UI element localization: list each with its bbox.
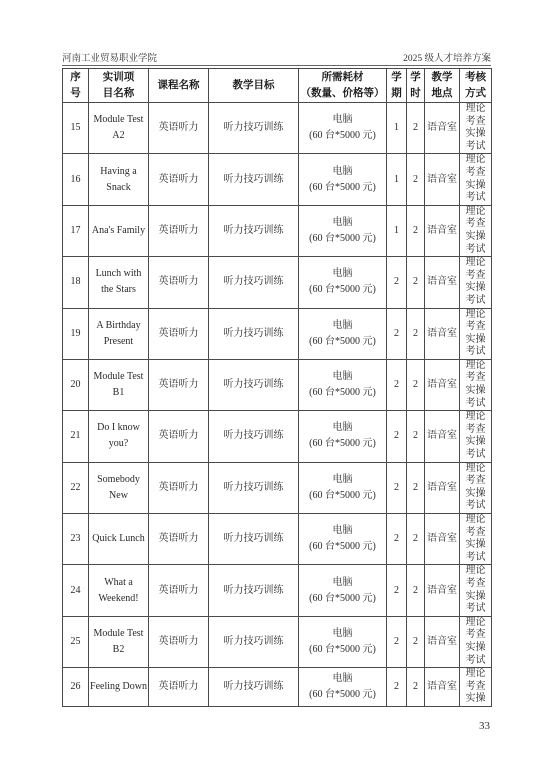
assessment-line: 考查	[465, 269, 486, 281]
materials-line: (60 台*5000 元)	[309, 335, 376, 347]
assessment-line: 考试	[465, 397, 486, 409]
cell-hours: 2	[407, 359, 425, 410]
cell-assessment	[460, 308, 492, 359]
cell-teaching-goal: 听力技巧训练	[209, 308, 299, 359]
project-name-line: Snack	[106, 181, 131, 193]
cell-assessment	[460, 514, 492, 565]
cell-assessment	[460, 616, 492, 667]
cell-course-name: 英语听力	[149, 565, 209, 616]
project-name-line: Present	[103, 335, 134, 347]
cell-materials	[299, 308, 387, 359]
table-row	[63, 668, 492, 707]
materials-line: (60 台*5000 元)	[309, 284, 376, 296]
cell-no: 22	[63, 462, 89, 513]
assessment-line: 实操	[465, 436, 486, 448]
header-project-name	[89, 69, 149, 103]
cell-no: 24	[63, 565, 89, 616]
cell-materials	[299, 411, 387, 462]
cell-location: 语音室	[425, 257, 460, 308]
cell-course-name: 英语听力	[149, 308, 209, 359]
project-name-line: Ana's Family	[91, 224, 146, 236]
cell-materials	[299, 514, 387, 565]
cell-materials	[299, 565, 387, 616]
assessment-line: 考查	[465, 218, 486, 230]
cell-teaching-goal: 听力技巧训练	[209, 514, 299, 565]
cell-course-name: 英语听力	[149, 154, 209, 205]
cell-teaching-goal: 听力技巧训练	[209, 565, 299, 616]
header-line: 方式	[465, 87, 486, 99]
project-name-line: B2	[112, 643, 125, 655]
materials-line: (60 台*5000 元)	[309, 689, 376, 701]
table-row	[63, 462, 492, 513]
cell-location: 语音室	[425, 462, 460, 513]
cell-term: 2	[387, 411, 407, 462]
cell-course-name: 英语听力	[149, 205, 209, 256]
cell-term: 2	[387, 565, 407, 616]
cell-teaching-goal: 听力技巧训练	[209, 154, 299, 205]
document-title: 2025 级人才培养方案	[403, 54, 491, 64]
project-name-line: Weekend!	[98, 592, 139, 604]
table-row	[63, 154, 492, 205]
cell-location: 语音室	[425, 411, 460, 462]
cell-course-name: 英语听力	[149, 359, 209, 410]
assessment-line: 实操	[465, 128, 486, 140]
cell-hours: 2	[407, 257, 425, 308]
school-name: 河南工业贸易职业学院	[62, 54, 158, 64]
cell-hours: 2	[407, 103, 425, 154]
header-term	[387, 69, 407, 103]
assessment-line: 考试	[465, 192, 486, 204]
cell-materials	[299, 668, 387, 707]
cell-assessment	[460, 565, 492, 616]
cell-term: 2	[387, 616, 407, 667]
cell-assessment	[460, 359, 492, 410]
header-teaching-goal	[209, 69, 299, 103]
assessment-line: 考试	[465, 500, 486, 512]
cell-location: 语音室	[425, 308, 460, 359]
cell-hours: 2	[407, 616, 425, 667]
cell-hours: 2	[407, 668, 425, 707]
assessment-line: 考查	[465, 321, 486, 333]
cell-teaching-goal: 听力技巧训练	[209, 668, 299, 707]
cell-term: 2	[387, 257, 407, 308]
cell-hours: 2	[407, 462, 425, 513]
cell-no: 26	[63, 668, 89, 707]
assessment-line: 理论	[465, 154, 486, 166]
cell-no: 15	[63, 103, 89, 154]
header-course-name	[149, 69, 209, 103]
cell-hours: 2	[407, 308, 425, 359]
cell-location: 语音室	[425, 103, 460, 154]
assessment-line: 实操	[465, 333, 486, 345]
materials-line: 电脑	[332, 473, 353, 485]
cell-term: 2	[387, 308, 407, 359]
assessment-line: 实操	[465, 179, 486, 191]
assessment-line: 理论	[465, 462, 486, 474]
materials-line: (60 台*5000 元)	[309, 438, 376, 450]
assessment-line: 考试	[465, 140, 486, 152]
project-name-line: Module Test	[93, 627, 144, 639]
cell-term: 1	[387, 205, 407, 256]
header-line: 地点	[431, 87, 453, 99]
cell-project-name	[89, 565, 149, 616]
assessment-line: 理论	[465, 205, 486, 217]
cell-project-name	[89, 359, 149, 410]
cell-assessment	[460, 668, 492, 707]
materials-line: 电脑	[332, 525, 353, 537]
materials-line: (60 台*5000 元)	[309, 643, 376, 655]
cell-materials	[299, 154, 387, 205]
assessment-line: 实操	[465, 230, 486, 242]
table-row	[63, 205, 492, 256]
table-row	[63, 359, 492, 410]
assessment-line: 考查	[465, 166, 486, 178]
cell-term: 1	[387, 154, 407, 205]
header-assessment	[460, 69, 492, 103]
project-name-line: Quick Lunch	[92, 533, 145, 545]
assessment-line: 考试	[465, 551, 486, 563]
cell-term: 1	[387, 103, 407, 154]
materials-line: (60 台*5000 元)	[309, 592, 376, 604]
assessment-line: 实操	[465, 487, 486, 499]
cell-course-name: 英语听力	[149, 616, 209, 667]
project-name-line: A2	[112, 130, 125, 142]
cell-project-name	[89, 308, 149, 359]
header-line: 教学目标	[232, 79, 275, 91]
assessment-line: 考试	[465, 654, 486, 666]
table-row	[63, 308, 492, 359]
cell-project-name	[89, 616, 149, 667]
cell-assessment	[460, 411, 492, 462]
cell-location: 语音室	[425, 205, 460, 256]
cell-term: 2	[387, 514, 407, 565]
cell-no: 25	[63, 616, 89, 667]
project-name-line: you?	[108, 438, 129, 450]
header-hours	[407, 69, 425, 103]
assessment-line: 考查	[465, 629, 486, 641]
header-line: 序	[70, 71, 81, 83]
assessment-line: 理论	[465, 359, 486, 371]
assessment-line: 考查	[465, 372, 486, 384]
cell-teaching-goal: 听力技巧训练	[209, 411, 299, 462]
cell-project-name	[89, 257, 149, 308]
cell-materials	[299, 103, 387, 154]
cell-project-name	[89, 154, 149, 205]
project-name-line: Do I know	[97, 422, 140, 434]
materials-line: 电脑	[332, 422, 353, 434]
assessment-line: 理论	[465, 411, 486, 423]
materials-line: 电脑	[332, 371, 353, 383]
project-name-line: Module Test	[93, 114, 144, 126]
table-body	[63, 103, 492, 707]
assessment-line: 考查	[465, 115, 486, 127]
cell-term: 2	[387, 462, 407, 513]
materials-line: 电脑	[332, 165, 353, 177]
cell-materials	[299, 359, 387, 410]
project-name-line: Having a	[100, 165, 137, 177]
header-line: 考核	[465, 71, 486, 83]
materials-line: (60 台*5000 元)	[309, 489, 376, 501]
assessment-line: 考试	[465, 243, 486, 255]
cell-teaching-goal: 听力技巧训练	[209, 616, 299, 667]
cell-hours: 2	[407, 154, 425, 205]
project-name-line: Somebody	[97, 473, 140, 485]
header-line: 时	[410, 87, 421, 99]
materials-line: 电脑	[332, 673, 353, 685]
cell-hours: 2	[407, 565, 425, 616]
cell-location: 语音室	[425, 668, 460, 707]
assessment-line: 实操	[465, 385, 486, 397]
project-name-line: A Birthday	[96, 319, 141, 331]
cell-location: 语音室	[425, 616, 460, 667]
materials-line: (60 台*5000 元)	[309, 130, 376, 142]
cell-project-name	[89, 103, 149, 154]
project-name-line: the Stars	[101, 284, 136, 296]
project-name-line: What a	[104, 576, 133, 588]
assessment-line: 理论	[465, 514, 486, 525]
cell-project-name	[89, 205, 149, 256]
assessment-line: 考查	[465, 680, 486, 692]
table-row	[63, 411, 492, 462]
cell-project-name	[89, 668, 149, 707]
header-row	[63, 69, 492, 103]
cell-teaching-goal: 听力技巧训练	[209, 103, 299, 154]
cell-course-name: 英语听力	[149, 411, 209, 462]
header-line: 学	[391, 71, 402, 83]
cell-no: 16	[63, 154, 89, 205]
assessment-line: 考查	[465, 577, 486, 589]
cell-location: 语音室	[425, 154, 460, 205]
materials-line: (60 台*5000 元)	[309, 232, 376, 244]
header-location	[425, 69, 460, 103]
project-name-line: Module Test	[93, 371, 144, 383]
header-line: 课程名称	[157, 79, 200, 91]
cell-assessment	[460, 257, 492, 308]
cell-location: 语音室	[425, 514, 460, 565]
materials-line: 电脑	[332, 319, 353, 331]
training-table	[62, 68, 492, 707]
cell-course-name: 英语听力	[149, 257, 209, 308]
table-row	[63, 514, 492, 565]
cell-no: 18	[63, 257, 89, 308]
assessment-line: 实操	[465, 539, 486, 551]
assessment-line: 考查	[465, 423, 486, 435]
header-line: 目名称	[102, 87, 135, 99]
table-row	[63, 257, 492, 308]
cell-term: 2	[387, 359, 407, 410]
materials-line: 电脑	[332, 576, 353, 588]
table-row	[63, 565, 492, 616]
assessment-line: 理论	[465, 565, 486, 577]
cell-assessment	[460, 154, 492, 205]
cell-assessment	[460, 462, 492, 513]
cell-location: 语音室	[425, 359, 460, 410]
cell-location: 语音室	[425, 565, 460, 616]
header-materials	[299, 69, 387, 103]
header-line: （数量、价格等）	[300, 87, 385, 99]
cell-course-name: 英语听力	[149, 668, 209, 707]
cell-no: 19	[63, 308, 89, 359]
cell-no: 17	[63, 205, 89, 256]
assessment-line: 考试	[465, 294, 486, 306]
assessment-line: 实操	[465, 282, 486, 294]
cell-project-name	[89, 411, 149, 462]
assessment-line: 理论	[465, 103, 486, 114]
cell-course-name: 英语听力	[149, 514, 209, 565]
cell-teaching-goal: 听力技巧训练	[209, 359, 299, 410]
cell-project-name	[89, 514, 149, 565]
assessment-line: 理论	[465, 257, 486, 269]
cell-hours: 2	[407, 205, 425, 256]
cell-hours: 2	[407, 514, 425, 565]
assessment-line: 考查	[465, 526, 486, 538]
table-row	[63, 616, 492, 667]
materials-line: 电脑	[332, 114, 353, 126]
cell-teaching-goal: 听力技巧训练	[209, 257, 299, 308]
cell-no: 20	[63, 359, 89, 410]
cell-teaching-goal: 听力技巧训练	[209, 205, 299, 256]
cell-no: 23	[63, 514, 89, 565]
materials-line: 电脑	[332, 627, 353, 639]
cell-term: 2	[387, 668, 407, 707]
assessment-line: 考查	[465, 475, 486, 487]
materials-line: (60 台*5000 元)	[309, 541, 376, 553]
assessment-line: 实操	[465, 590, 486, 602]
assessment-line: 理论	[465, 308, 486, 320]
running-header	[62, 51, 491, 66]
assessment-line: 理论	[465, 668, 486, 680]
header-no	[63, 69, 89, 103]
cell-course-name: 英语听力	[149, 462, 209, 513]
header-line: 号	[70, 87, 81, 99]
header-line: 教学	[431, 71, 453, 83]
project-name-line: Feeling Down	[90, 681, 147, 693]
assessment-line: 理论	[465, 616, 486, 628]
assessment-line: 考试	[465, 603, 486, 615]
cell-materials	[299, 205, 387, 256]
page-number: 33	[479, 720, 490, 732]
cell-materials	[299, 257, 387, 308]
cell-materials	[299, 616, 387, 667]
cell-no: 21	[63, 411, 89, 462]
header-line: 实训项	[102, 71, 135, 83]
header-line: 所需耗材	[321, 71, 364, 83]
materials-line: (60 台*5000 元)	[309, 181, 376, 193]
cell-teaching-goal: 听力技巧训练	[209, 462, 299, 513]
header-line: 期	[391, 87, 402, 99]
table-row	[63, 103, 492, 154]
assessment-line: 考试	[465, 449, 486, 461]
table-header	[63, 69, 492, 103]
cell-course-name: 英语听力	[149, 103, 209, 154]
cell-project-name	[89, 462, 149, 513]
cell-assessment	[460, 103, 492, 154]
assessment-line: 考试	[465, 346, 486, 358]
header-line: 学	[410, 71, 421, 83]
cell-hours: 2	[407, 411, 425, 462]
cell-assessment	[460, 205, 492, 256]
materials-line: 电脑	[332, 268, 353, 280]
materials-line: (60 台*5000 元)	[309, 387, 376, 399]
cell-materials	[299, 462, 387, 513]
assessment-line: 实操	[465, 693, 486, 705]
materials-line: 电脑	[332, 216, 353, 228]
project-name-line: B1	[112, 387, 125, 399]
project-name-line: New	[109, 489, 128, 501]
project-name-line: Lunch with	[95, 268, 142, 280]
assessment-line: 实操	[465, 641, 486, 653]
